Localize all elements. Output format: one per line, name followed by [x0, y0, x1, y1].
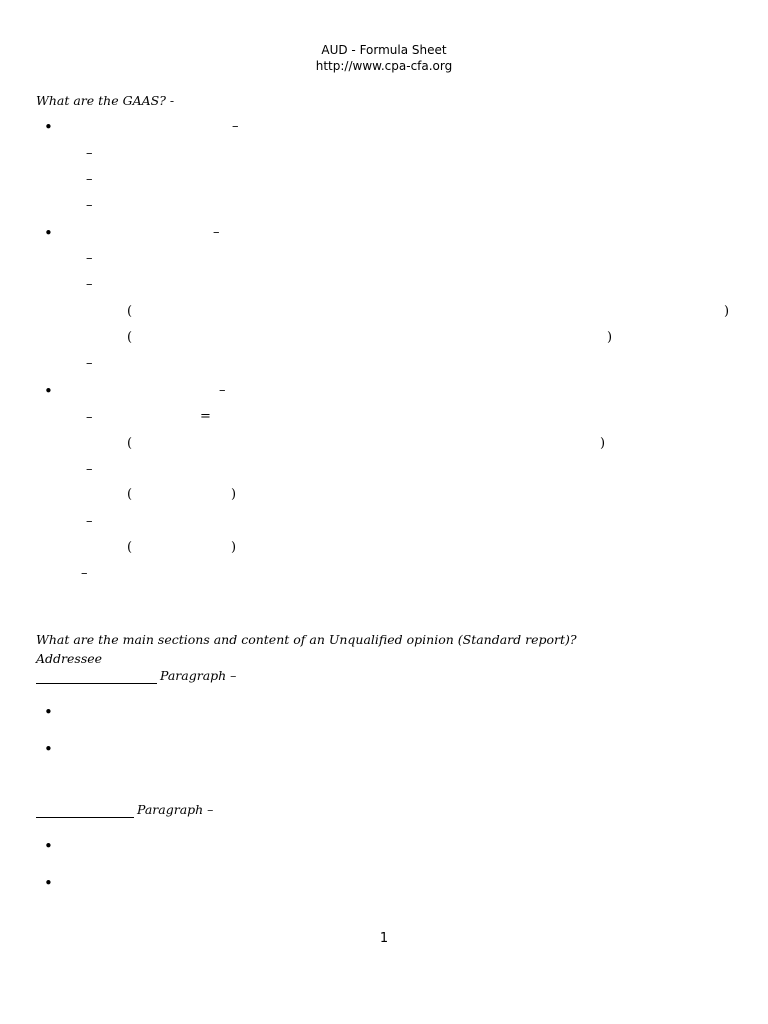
equals-sign: =	[200, 409, 211, 424]
paragraph-label: Paragraph –	[137, 802, 214, 817]
list-bullet: •	[44, 874, 53, 892]
list-bullet: •	[44, 118, 53, 136]
dash-marker: –	[86, 277, 93, 292]
report-question: What are the main sections and content of an Unqualified opinion (Standard report)?	[36, 632, 577, 647]
document-url: http://www.cpa-cfa.org	[315, 59, 453, 73]
document-title: AUD - Formula Sheet	[321, 43, 447, 57]
dash-marker: –	[213, 225, 220, 240]
open-paren: (	[127, 304, 133, 319]
dash-marker: –	[86, 410, 93, 425]
dash-marker: –	[86, 514, 93, 529]
close-paren: )	[600, 436, 606, 451]
list-bullet: •	[44, 837, 53, 855]
dash-marker: –	[86, 356, 93, 371]
blank-line	[36, 683, 157, 684]
dash-marker: –	[232, 119, 239, 134]
dash-marker: –	[86, 251, 93, 266]
list-bullet: •	[44, 740, 53, 758]
dash-marker: –	[86, 462, 93, 477]
close-paren: )	[231, 487, 237, 502]
gaas-question: What are the GAAS? -	[36, 93, 175, 108]
open-paren: (	[127, 540, 133, 555]
list-bullet: •	[44, 224, 53, 242]
addressee-label: Addressee	[36, 651, 103, 666]
blank-line	[36, 817, 134, 818]
list-bullet: •	[44, 703, 53, 721]
page-number: 1	[379, 931, 389, 946]
close-paren: )	[607, 330, 613, 345]
open-paren: (	[127, 487, 133, 502]
open-paren: (	[127, 436, 133, 451]
dash-marker: –	[86, 146, 93, 161]
dash-marker: –	[86, 172, 93, 187]
dash-marker: –	[81, 566, 88, 581]
list-bullet: •	[44, 382, 53, 400]
dash-marker: –	[86, 198, 93, 213]
dash-marker: –	[219, 383, 226, 398]
paragraph-label: Paragraph –	[160, 668, 237, 683]
open-paren: (	[127, 330, 133, 345]
close-paren: )	[724, 304, 730, 319]
close-paren: )	[231, 540, 237, 555]
